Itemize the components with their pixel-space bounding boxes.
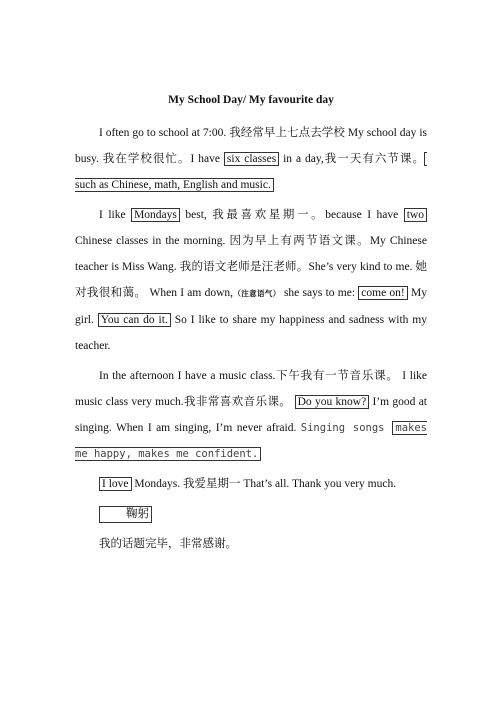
boxed-subjects: such as Chinese, math, English and music. bbox=[75, 152, 427, 192]
paragraph-1 bbox=[75, 120, 427, 198]
document-page bbox=[75, 90, 427, 561]
paragraph-3 bbox=[75, 363, 427, 467]
boxed-two: two bbox=[404, 208, 427, 222]
paragraph-4-text: Mondays. 我爱星期一 That’s all. Thank you very much. bbox=[131, 478, 397, 490]
paragraph-2-text-d: she says to me: bbox=[280, 287, 359, 299]
paragraph-3-text-b: I’m good at singing. When I am singing, I’m never afraid. bbox=[75, 396, 428, 434]
boxed-bow: 鞠躬 bbox=[99, 506, 152, 523]
boxed-come-on: come on! bbox=[358, 286, 408, 300]
tone-note: （注意语气） bbox=[233, 289, 281, 298]
paragraph-5 bbox=[75, 501, 427, 527]
paragraph-2-text-e: My girl. bbox=[75, 287, 428, 326]
closing-text: 我的话题完毕，非常感谢。 bbox=[99, 538, 237, 550]
paragraph-1-text-b: in a day,我一天有六节课。 bbox=[279, 153, 425, 165]
paragraph-3-text-a: In the afternoon I have a music class.下午我有一节音乐课。 I like music class very much.我非常喜欢音乐课。 bbox=[75, 370, 427, 408]
paragraph-3-mono-text: Singing songs bbox=[300, 422, 393, 434]
boxed-i-love: I love bbox=[99, 477, 132, 491]
paragraph-2-text-c: Chinese classes in the morning. 因为早上有两节语文课。My Chinese teacher is Miss Wang. 我的语文老师是汪老师。She’s very kind to me. 她对我很和蔼。 When I am down, bbox=[75, 235, 427, 299]
boxed-mondays: Mondays bbox=[131, 208, 180, 222]
paragraph-2-text-f: So I like to share my happiness and sadness with my teacher. bbox=[75, 314, 427, 352]
paragraph-6 bbox=[75, 531, 427, 557]
paragraph-2-text-a: I like bbox=[99, 209, 132, 221]
boxed-six-classes: six classes bbox=[224, 152, 279, 166]
paragraph-2 bbox=[75, 202, 427, 359]
boxed-you-can-do-it: You can do it. bbox=[98, 313, 171, 327]
boxed-makes-me-happy: makes me happy, makes me confident. bbox=[75, 422, 427, 460]
paragraph-1-text-a: I often go to school at 7:00. 我经常早上七点去学校 My school day is busy. 我在学校很忙。I have bbox=[75, 127, 427, 165]
paragraph-2-text-b: best, 我最喜欢星期一。because I have bbox=[179, 209, 404, 221]
document-title: My School Day/ My favourite day bbox=[168, 94, 334, 106]
paragraph-4 bbox=[75, 471, 427, 497]
boxed-do-you-know: Do you know? bbox=[295, 395, 370, 409]
